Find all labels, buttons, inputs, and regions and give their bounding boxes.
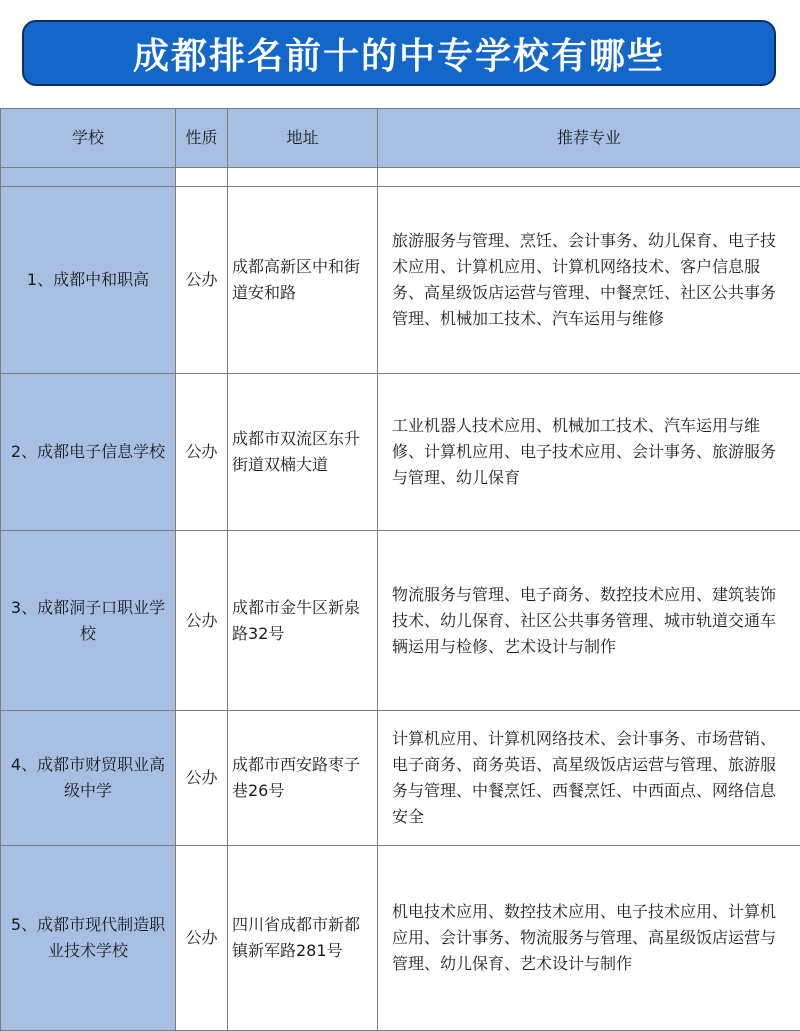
header-school: 学校 [1, 109, 176, 168]
table-header-row [1, 109, 800, 168]
school-majors: 工业机器人技术应用、机械加工技术、汽车运用与维修、计算机应用、电子技术应用、会计事务、旅游服务与管理、幼儿保育 [378, 374, 800, 531]
spacer-row [1, 168, 800, 187]
table-row [1, 187, 800, 374]
school-address: 四川省成都市新都镇新军路281号 [228, 846, 378, 1031]
school-address: 成都市双流区东升街道双楠大道 [228, 374, 378, 531]
header-majors: 推荐专业 [378, 109, 800, 168]
school-name: 1、成都中和职高 [1, 187, 176, 374]
table-row [1, 374, 800, 531]
school-nature: 公办 [176, 531, 228, 711]
school-nature: 公办 [176, 187, 228, 374]
school-majors: 机电技术应用、数控技术应用、电子技术应用、计算机应用、会计事务、物流服务与管理、高星级饭店运营与管理、幼儿保育、艺术设计与制作 [378, 846, 800, 1031]
school-majors: 旅游服务与管理、烹饪、会计事务、幼儿保育、电子技术应用、计算机应用、计算机网络技术、客户信息服务、高星级饭店运营与管理、中餐烹饪、社区公共事务管理、机械加工技术、汽车运用与维修 [378, 187, 800, 374]
school-nature: 公办 [176, 374, 228, 531]
title-banner-area [0, 0, 800, 100]
school-name: 4、成都市财贸职业高级中学 [1, 711, 176, 846]
school-address: 成都高新区中和街道安和路 [228, 187, 378, 374]
school-majors: 计算机应用、计算机网络技术、会计事务、市场营销、电子商务、商务英语、高星级饭店运营与管理、旅游服务与管理、中餐烹饪、西餐烹饪、中西面点、网络信息安全 [378, 711, 800, 846]
table-row [1, 531, 800, 711]
header-nature: 性质 [176, 109, 228, 168]
school-nature: 公办 [176, 711, 228, 846]
title-banner [22, 20, 776, 86]
table-row [1, 711, 800, 846]
school-address: 成都市西安路枣子巷26号 [228, 711, 378, 846]
table-row [1, 846, 800, 1031]
spacer-cell [378, 168, 800, 187]
spacer-cell [1, 168, 176, 187]
header-address: 地址 [228, 109, 378, 168]
schools-table [0, 108, 800, 1031]
school-address: 成都市金牛区新泉路32号 [228, 531, 378, 711]
spacer-cell [228, 168, 378, 187]
spacer-cell [176, 168, 228, 187]
school-name: 5、成都市现代制造职业技术学校 [1, 846, 176, 1031]
school-name: 2、成都电子信息学校 [1, 374, 176, 531]
school-nature: 公办 [176, 846, 228, 1031]
school-majors: 物流服务与管理、电子商务、数控技术应用、建筑装饰技术、幼儿保育、社区公共事务管理、城市轨道交通车辆运用与检修、艺术设计与制作 [378, 531, 800, 711]
school-name: 3、成都洞子口职业学校 [1, 531, 176, 711]
page-title: 成都排名前十的中专学校有哪些 [133, 28, 665, 79]
